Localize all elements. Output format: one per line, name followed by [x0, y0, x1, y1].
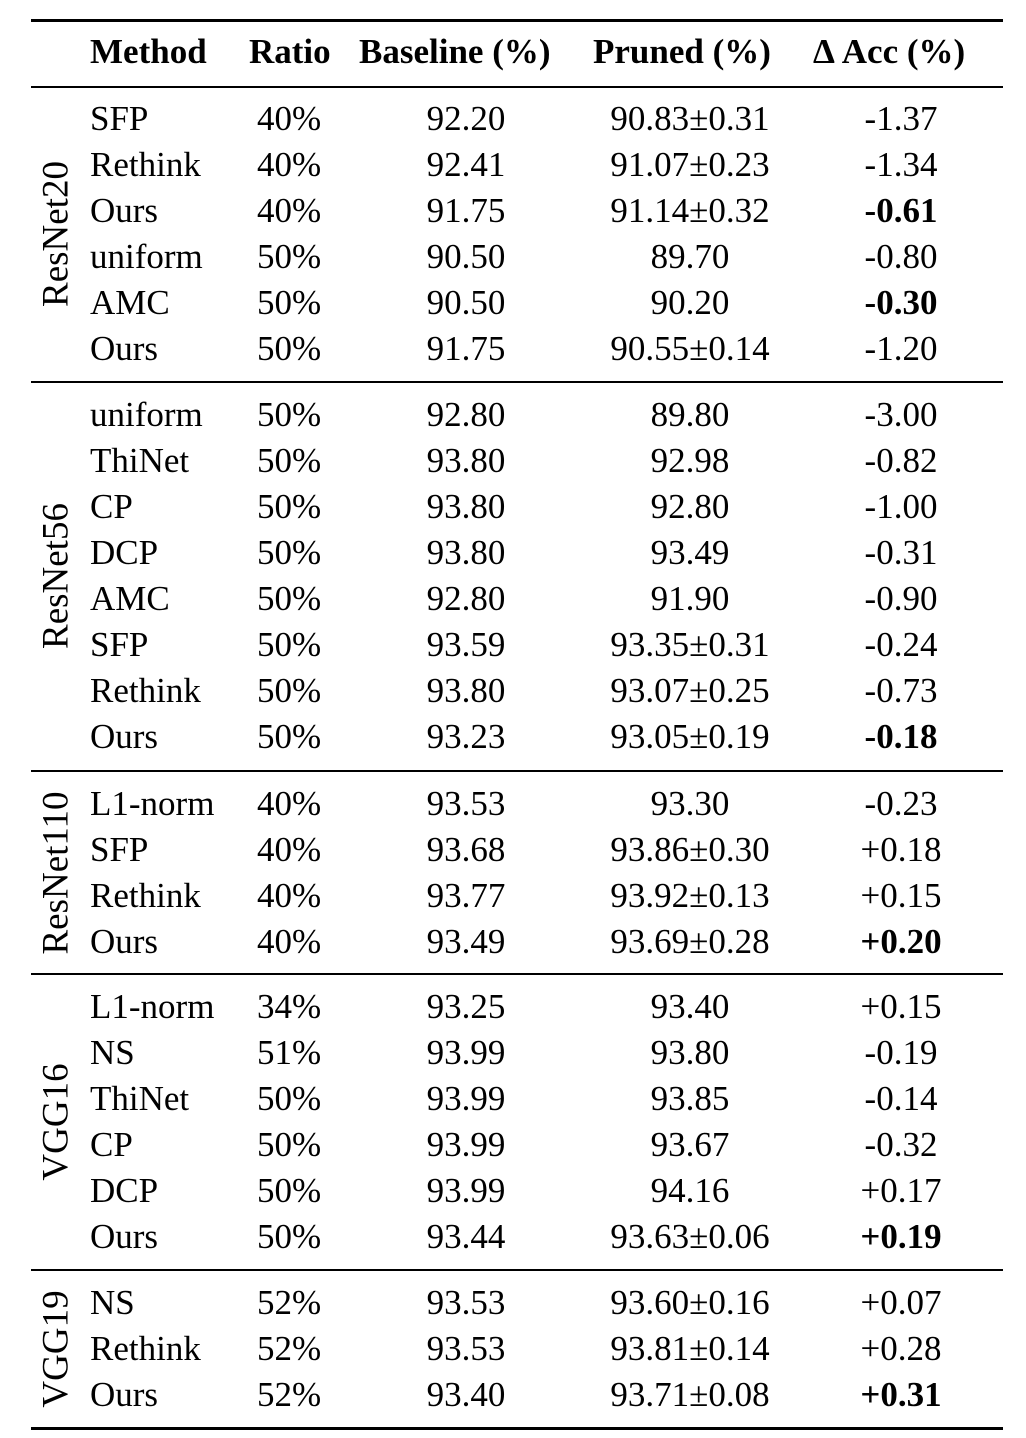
delta-cell: +0.28: [860, 1329, 942, 1368]
baseline-cell: 90.50: [426, 237, 506, 276]
pruned-cell: 93.05±0.19: [610, 717, 770, 756]
method-cell: NS: [90, 1033, 135, 1072]
ratio-cell: 50%: [257, 329, 322, 368]
table-row: [31, 781, 1003, 827]
method-cell: SFP: [90, 625, 149, 664]
baseline-cell: 93.68: [426, 830, 506, 869]
baseline-cell: 91.75: [426, 191, 506, 230]
ratio-cell: 40%: [257, 145, 322, 184]
table-row: [31, 622, 1003, 668]
method-cell: NS: [90, 1283, 135, 1322]
ratio-cell: 50%: [257, 1079, 322, 1118]
pruned-cell: 89.70: [650, 237, 730, 276]
table-row: [31, 714, 1003, 760]
method-cell: Ours: [90, 717, 159, 756]
ratio-cell: 50%: [257, 1217, 322, 1256]
baseline-cell: 90.50: [426, 283, 506, 322]
pruned-cell: 93.92±0.13: [610, 876, 770, 915]
baseline-cell: 93.77: [426, 876, 506, 915]
baseline-cell: 91.75: [426, 329, 506, 368]
pruned-cell: 93.69±0.28: [610, 922, 770, 961]
method-cell: Ours: [90, 191, 159, 230]
method-cell: uniform: [90, 395, 203, 434]
delta-cell: -0.80: [864, 237, 938, 276]
table-row: [31, 96, 1003, 142]
ratio-cell: 50%: [257, 717, 322, 756]
ratio-cell: 50%: [257, 1171, 322, 1210]
method-cell: CP: [90, 1125, 133, 1164]
ratio-cell: 50%: [257, 395, 322, 434]
table-row: [31, 1030, 1003, 1076]
baseline-cell: 93.80: [426, 441, 506, 480]
baseline-cell: 93.99: [426, 1171, 506, 1210]
baseline-cell: 92.80: [426, 395, 506, 434]
delta-cell: -0.82: [864, 441, 938, 480]
ratio-cell: 40%: [257, 876, 322, 915]
ratio-cell: 40%: [257, 191, 322, 230]
pruned-cell: 93.85: [650, 1079, 730, 1118]
results-table: [31, 0, 1003, 1438]
delta-cell: +0.20: [860, 922, 942, 961]
baseline-cell: 93.80: [426, 671, 506, 710]
table-row: [31, 392, 1003, 438]
pruned-cell: 93.35±0.31: [610, 625, 770, 664]
baseline-cell: 92.80: [426, 579, 506, 618]
method-cell: CP: [90, 487, 133, 526]
pruned-cell: 90.55±0.14: [610, 329, 770, 368]
ratio-cell: 50%: [257, 283, 322, 322]
baseline-cell: 93.25: [426, 987, 506, 1026]
delta-cell: +0.17: [860, 1171, 942, 1210]
method-cell: Rethink: [90, 671, 201, 710]
method-cell: L1-norm: [90, 784, 215, 823]
method-cell: Ours: [90, 1375, 159, 1414]
baseline-cell: 93.49: [426, 922, 506, 961]
method-cell: Ours: [90, 329, 159, 368]
delta-cell: +0.07: [860, 1283, 942, 1322]
delta-cell: -0.14: [864, 1079, 938, 1118]
baseline-cell: 93.23: [426, 717, 506, 756]
bottom-rule: [31, 1427, 1003, 1430]
ratio-cell: 50%: [257, 1125, 322, 1164]
baseline-cell: 93.99: [426, 1033, 506, 1072]
baseline-cell: 93.80: [426, 533, 506, 572]
method-cell: ThiNet: [90, 441, 190, 480]
method-cell: SFP: [90, 830, 149, 869]
delta-cell: -0.18: [864, 717, 938, 756]
table-row: [31, 1372, 1003, 1418]
table-row: [31, 234, 1003, 280]
delta-cell: +0.15: [860, 876, 942, 915]
delta-cell: -1.34: [864, 145, 938, 184]
group-label-text: VGG19: [35, 1290, 77, 1408]
table-row: [31, 280, 1003, 326]
table-row: [31, 326, 1003, 372]
header-pruned: Pruned (%): [593, 32, 771, 71]
pruned-cell: 93.60±0.16: [610, 1283, 770, 1322]
pruned-cell: 93.67: [650, 1125, 730, 1164]
ratio-cell: 34%: [257, 987, 322, 1026]
ratio-cell: 50%: [257, 625, 322, 664]
pruned-cell: 90.20: [650, 283, 730, 322]
ratio-cell: 50%: [257, 441, 322, 480]
header-baseline: Baseline (%): [359, 32, 551, 71]
table-row: [31, 576, 1003, 622]
method-cell: AMC: [90, 579, 170, 618]
ratio-cell: 40%: [257, 99, 322, 138]
delta-cell: -1.00: [864, 487, 938, 526]
group-label-text: ResNet110: [35, 791, 77, 955]
method-cell: DCP: [90, 533, 159, 572]
table-row: [31, 484, 1003, 530]
baseline-cell: 93.53: [426, 1329, 506, 1368]
method-cell: AMC: [90, 283, 170, 322]
pruned-cell: 91.14±0.32: [610, 191, 770, 230]
table-row: [31, 1326, 1003, 1372]
baseline-cell: 93.53: [426, 784, 506, 823]
pruned-cell: 92.98: [650, 441, 730, 480]
baseline-cell: 93.44: [426, 1217, 506, 1256]
pruned-cell: 93.63±0.06: [610, 1217, 770, 1256]
method-cell: ThiNet: [90, 1079, 190, 1118]
delta-cell: -0.32: [864, 1125, 938, 1164]
delta-cell: -1.20: [864, 329, 938, 368]
table-row: [31, 1214, 1003, 1260]
delta-cell: -0.90: [864, 579, 938, 618]
delta-cell: -3.00: [864, 395, 938, 434]
pruned-cell: 91.07±0.23: [610, 145, 770, 184]
group-separator: [31, 381, 1003, 383]
pruned-cell: 91.90: [650, 579, 730, 618]
method-cell: Rethink: [90, 876, 201, 915]
table-row: [31, 142, 1003, 188]
method-cell: Ours: [90, 922, 159, 961]
delta-cell: -0.23: [864, 784, 938, 823]
group-separator: [31, 770, 1003, 772]
delta-cell: -0.24: [864, 625, 938, 664]
group-label-text: VGG16: [35, 1063, 77, 1181]
method-cell: Ours: [90, 1217, 159, 1256]
baseline-cell: 92.41: [426, 145, 506, 184]
ratio-cell: 50%: [257, 579, 322, 618]
ratio-cell: 51%: [257, 1033, 322, 1072]
group-separator: [31, 973, 1003, 975]
ratio-cell: 40%: [257, 922, 322, 961]
delta-cell: +0.18: [860, 830, 942, 869]
baseline-cell: 93.53: [426, 1283, 506, 1322]
ratio-cell: 40%: [257, 784, 322, 823]
baseline-cell: 92.20: [426, 99, 506, 138]
table-row: [31, 188, 1003, 234]
baseline-cell: 93.99: [426, 1079, 506, 1118]
ratio-cell: 50%: [257, 671, 322, 710]
pruned-cell: 93.07±0.25: [610, 671, 770, 710]
delta-cell: -0.31: [864, 533, 938, 572]
delta-cell: -0.19: [864, 1033, 938, 1072]
table-row: [31, 984, 1003, 1030]
pruned-cell: 93.40: [650, 987, 730, 1026]
table-row: [31, 530, 1003, 576]
ratio-cell: 40%: [257, 830, 322, 869]
pruned-cell: 93.30: [650, 784, 730, 823]
table-row: [31, 919, 1003, 965]
table-row: [31, 1122, 1003, 1168]
pruned-cell: 90.83±0.31: [610, 99, 770, 138]
ratio-cell: 50%: [257, 487, 322, 526]
pruned-cell: 93.86±0.30: [610, 830, 770, 869]
baseline-cell: 93.40: [426, 1375, 506, 1414]
table-row: [31, 1076, 1003, 1122]
group-label-text: ResNet56: [35, 503, 77, 649]
ratio-cell: 50%: [257, 237, 322, 276]
method-cell: Rethink: [90, 1329, 201, 1368]
header-method: Method: [90, 32, 207, 71]
ratio-cell: 52%: [257, 1283, 322, 1322]
method-cell: SFP: [90, 99, 149, 138]
header-ratio: Ratio: [249, 32, 331, 71]
delta-cell: -0.73: [864, 671, 938, 710]
delta-cell: +0.15: [860, 987, 942, 1026]
pruned-cell: 93.80: [650, 1033, 730, 1072]
group-label-text: ResNet20: [35, 161, 77, 307]
table-row: [31, 668, 1003, 714]
pruned-cell: 94.16: [650, 1171, 730, 1210]
table-row: [31, 827, 1003, 873]
method-cell: Rethink: [90, 145, 201, 184]
header-delta: Δ Acc (%): [813, 32, 966, 71]
ratio-cell: 52%: [257, 1375, 322, 1414]
group-separator: [31, 1269, 1003, 1271]
delta-cell: -0.30: [864, 283, 938, 322]
delta-cell: -0.61: [864, 191, 938, 230]
baseline-cell: 93.80: [426, 487, 506, 526]
header-rule: [31, 86, 1003, 88]
pruned-cell: 93.81±0.14: [610, 1329, 770, 1368]
baseline-cell: 93.59: [426, 625, 506, 664]
baseline-cell: 93.99: [426, 1125, 506, 1164]
method-cell: DCP: [90, 1171, 159, 1210]
delta-cell: +0.19: [860, 1217, 942, 1256]
pruned-cell: 89.80: [650, 395, 730, 434]
pruned-cell: 93.71±0.08: [610, 1375, 770, 1414]
method-cell: uniform: [90, 237, 203, 276]
ratio-cell: 50%: [257, 533, 322, 572]
top-rule: [31, 19, 1003, 22]
pruned-cell: 92.80: [650, 487, 730, 526]
ratio-cell: 52%: [257, 1329, 322, 1368]
table-row: [31, 1280, 1003, 1326]
table-row: [31, 1168, 1003, 1214]
pruned-cell: 93.49: [650, 533, 730, 572]
delta-cell: -1.37: [864, 99, 938, 138]
method-cell: L1-norm: [90, 987, 215, 1026]
table-row: [31, 873, 1003, 919]
table-row: [31, 438, 1003, 484]
delta-cell: +0.31: [860, 1375, 942, 1414]
